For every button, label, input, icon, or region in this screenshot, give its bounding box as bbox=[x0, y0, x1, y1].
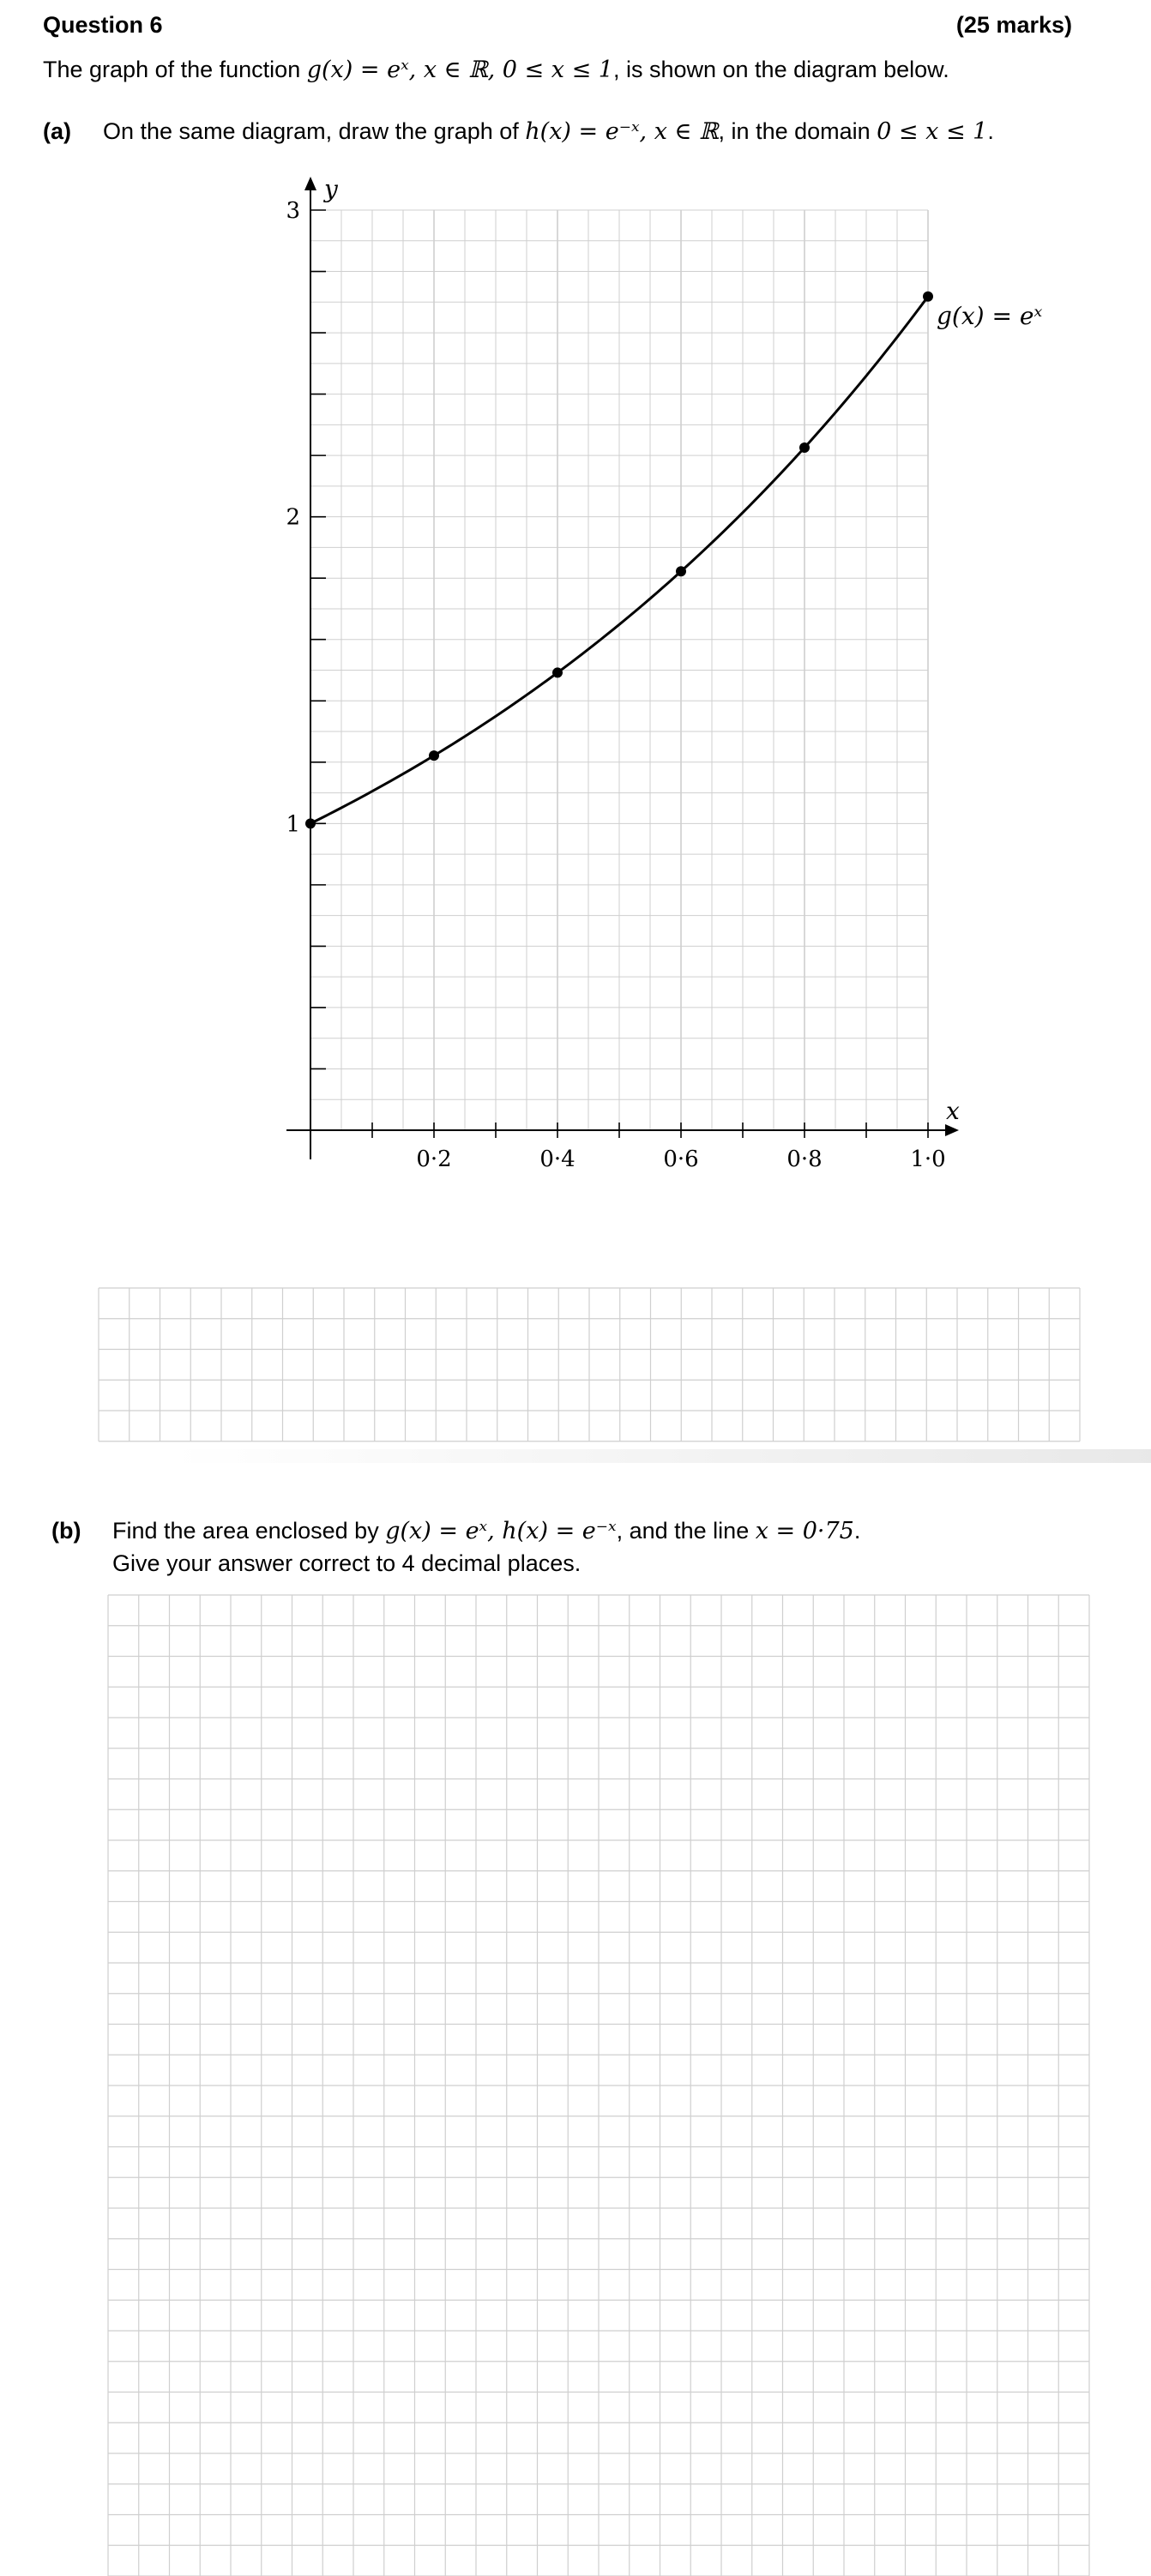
intro-math: g(x) = eˣ, x ∈ ℝ, 0 ≤ x ≤ 1 bbox=[306, 57, 613, 83]
x-tick-label: 0·8 bbox=[786, 1147, 823, 1172]
page-divider bbox=[172, 1449, 1151, 1463]
curve-point bbox=[305, 818, 316, 828]
y-axis-label: y bbox=[324, 175, 338, 203]
curve-point bbox=[923, 292, 933, 302]
part-b-math2: x = 0·75 bbox=[755, 1518, 854, 1544]
part-a-middle: , in the domain bbox=[718, 118, 877, 144]
x-tick-label: 1·0 bbox=[910, 1147, 946, 1172]
question-marks: (25 marks) bbox=[955, 12, 1072, 38]
part-b-middle: , and the line bbox=[616, 1518, 756, 1544]
y-tick-label: 3 bbox=[286, 198, 300, 224]
part-a-math: h(x) = e⁻ˣ, x ∈ ℝ bbox=[525, 118, 719, 145]
part-a-suffix: . bbox=[987, 118, 994, 144]
part-b-math1: g(x) = eˣ, h(x) = e⁻ˣ bbox=[385, 1518, 617, 1544]
curve-point bbox=[799, 442, 810, 453]
part-b-text bbox=[112, 1518, 860, 1544]
chart-grid bbox=[310, 210, 928, 1130]
intro-prefix: The graph of the function bbox=[43, 57, 307, 82]
part-a-label: (a) bbox=[43, 118, 71, 144]
curve-annotation: g(x) = eˣ bbox=[937, 302, 1043, 330]
x-tick-label: 0·6 bbox=[663, 1147, 699, 1172]
part-b-instruction: Give your answer correct to 4 decimal places. bbox=[112, 1550, 582, 1576]
answer-grid-part-b[interactable] bbox=[108, 1595, 1089, 2576]
curve-point bbox=[552, 667, 563, 677]
question-title: Question 6 bbox=[43, 12, 163, 38]
y-tick-label: 2 bbox=[286, 504, 300, 531]
y-tick-label: 1 bbox=[286, 811, 300, 838]
curve-point bbox=[676, 566, 686, 576]
part-b-suffix: . bbox=[853, 1518, 861, 1544]
x-tick-label: 0·2 bbox=[416, 1147, 452, 1172]
x-tick-label: 0·4 bbox=[539, 1147, 576, 1172]
intro-suffix: , is shown on the diagram below. bbox=[612, 57, 949, 82]
part-b-label: (b) bbox=[51, 1518, 81, 1544]
curve-point bbox=[429, 750, 439, 761]
part-a-prefix: On the same diagram, draw the graph of bbox=[103, 118, 526, 144]
y-axis-arrow bbox=[304, 177, 316, 190]
chart-axes bbox=[286, 177, 959, 1172]
answer-grid-part-a[interactable] bbox=[99, 1288, 1080, 1441]
part-b-prefix: Find the area enclosed by bbox=[112, 1518, 386, 1544]
x-axis-label: x bbox=[946, 1097, 960, 1125]
part-a-domain: 0 ≤ x ≤ 1 bbox=[877, 118, 988, 145]
x-axis-arrow bbox=[945, 1124, 959, 1136]
